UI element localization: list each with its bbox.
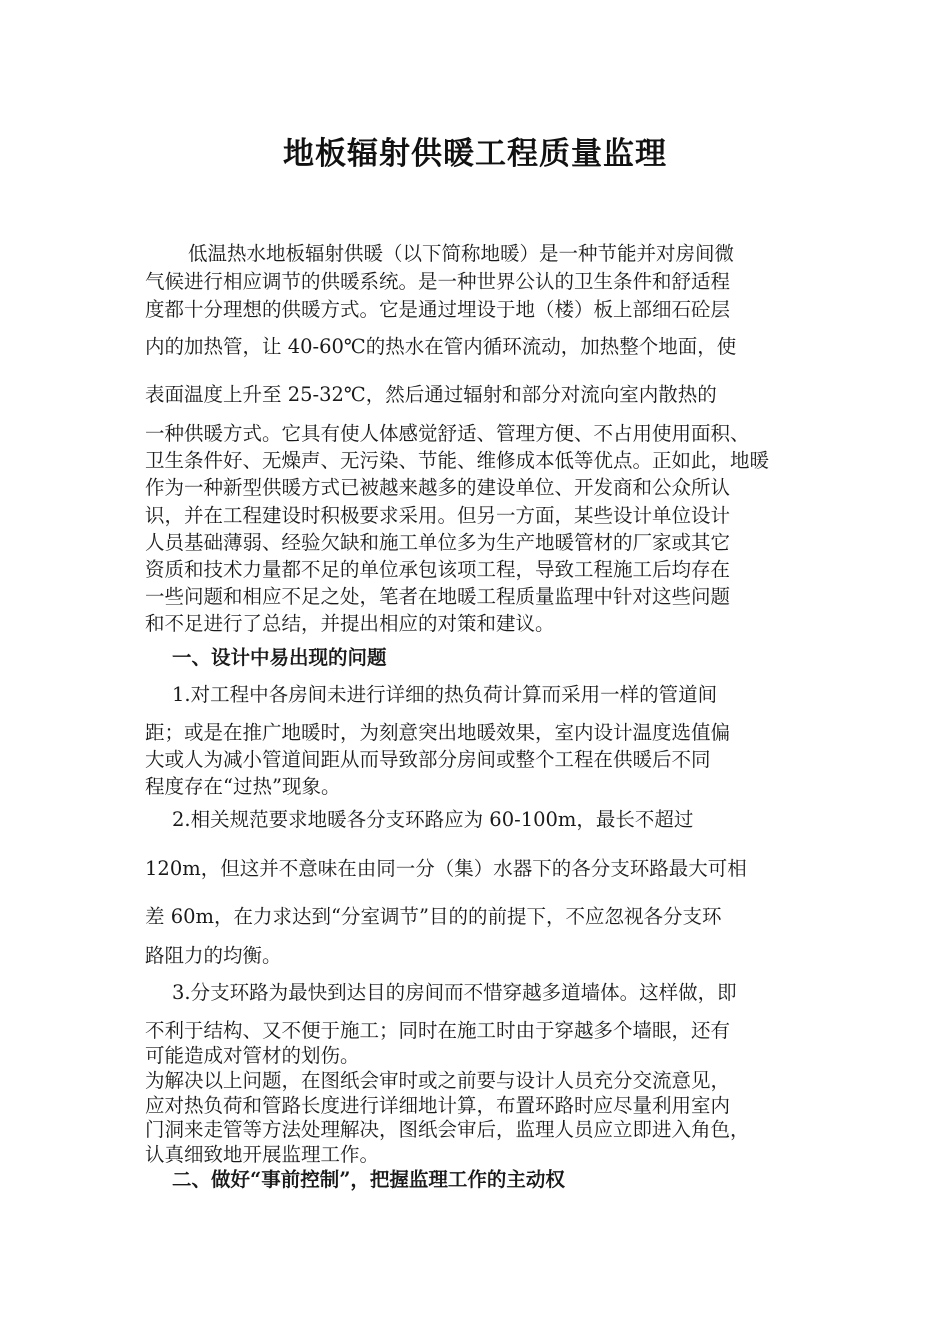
paragraph-line: 不利于结构、又不便于施工；同时在施工时由于穿越多个墙眼，还有 — [145, 1019, 731, 1042]
paragraph-line: 认真细致地开展监理工作。 — [145, 1143, 380, 1166]
paragraph-line: 表面温度上升至 25-32℃，然后通过辐射和部分对流向室内散热的 — [145, 383, 717, 406]
paragraph-line: 人员基础薄弱、经验欠缺和施工单位多为生产地暖管材的厂家或其它 — [145, 531, 731, 554]
document-title: 地板辐射供暖工程质量监理 — [283, 136, 667, 172]
paragraph-line: 作为一种新型供暖方式已被越来越多的建设单位、开发商和公众所认 — [145, 476, 731, 499]
paragraph-line: 1.对工程中各房间未进行详细的热负荷计算而采用一样的管道间 — [172, 683, 718, 706]
paragraph-line: 距；或是在推广地暖时，为刻意突出地暖效果，室内设计温度选值偏 — [145, 721, 731, 744]
paragraph-line: 一些问题和相应不足之处，笔者在地暖工程质量监理中针对这些问题 — [145, 585, 731, 608]
paragraph-line: 路阻力的均衡。 — [145, 944, 282, 967]
paragraph-line: 识，并在工程建设时积极要求采用。但另一方面，某些设计单位设计 — [145, 504, 731, 527]
paragraph-line: 资质和技术力量都不足的单位承包该项工程，导致工程施工后均存在 — [145, 558, 731, 581]
paragraph-line: 可能造成对管材的划伤。 — [145, 1044, 360, 1067]
paragraph-line: 度都十分理想的供暖方式。它是通过埋设于地（楼）板上部细石砼层 — [145, 298, 731, 321]
paragraph-line: 气候进行相应调节的供暖系统。是一种世界公认的卫生条件和舒适程 — [145, 270, 731, 293]
paragraph-line: 一种供暖方式。它具有使人体感觉舒适、管理方便、不占用使用面积、 — [145, 422, 750, 445]
section-heading: 二、做好“事前控制”，把握监理工作的主动权 — [172, 1168, 565, 1191]
paragraph-line: 大或人为减小管道间距从而导致部分房间或整个工程在供暖后不同 — [145, 748, 711, 771]
paragraph-line: 120m，但这并不意味在由同一分（集）水器下的各分支环路最大可相 — [145, 857, 747, 880]
paragraph-line: 低温热水地板辐射供暖（以下简称地暖）是一种节能并对房间微 — [188, 242, 735, 265]
paragraph-line: 应对热负荷和管路长度进行详细地计算，布置环路时应尽量利用室内 — [145, 1094, 731, 1117]
paragraph-line: 差 60m，在力求达到“分室调节”目的的前提下，不应忽视各分支环 — [145, 905, 722, 928]
paragraph-line: 内的加热管，让 40-60℃的热水在管内循环流动，加热整个地面，使 — [145, 335, 737, 358]
paragraph-line: 2.相关规范要求地暖各分支环路应为 60-100m，最长不超过 — [172, 808, 694, 831]
paragraph-line: 和不足进行了总结，并提出相应的对策和建议。 — [145, 612, 555, 635]
paragraph-line: 卫生条件好、无燥声、无污染、节能、维修成本低等优点。正如此，地暖 — [145, 449, 770, 472]
paragraph-line: 为解决以上问题，在图纸会审时或之前要与设计人员充分交流意见， — [145, 1069, 731, 1092]
paragraph-line: 门洞来走管等方法处理解决，图纸会审后，监理人员应立即进入角色， — [145, 1118, 750, 1141]
paragraph-line: 程度存在“过热”现象。 — [145, 775, 341, 798]
section-heading: 一、设计中易出现的问题 — [172, 646, 387, 669]
paragraph-line: 3.分支环路为最快到达目的房间而不惜穿越多道墙体。这样做，即 — [172, 981, 737, 1004]
